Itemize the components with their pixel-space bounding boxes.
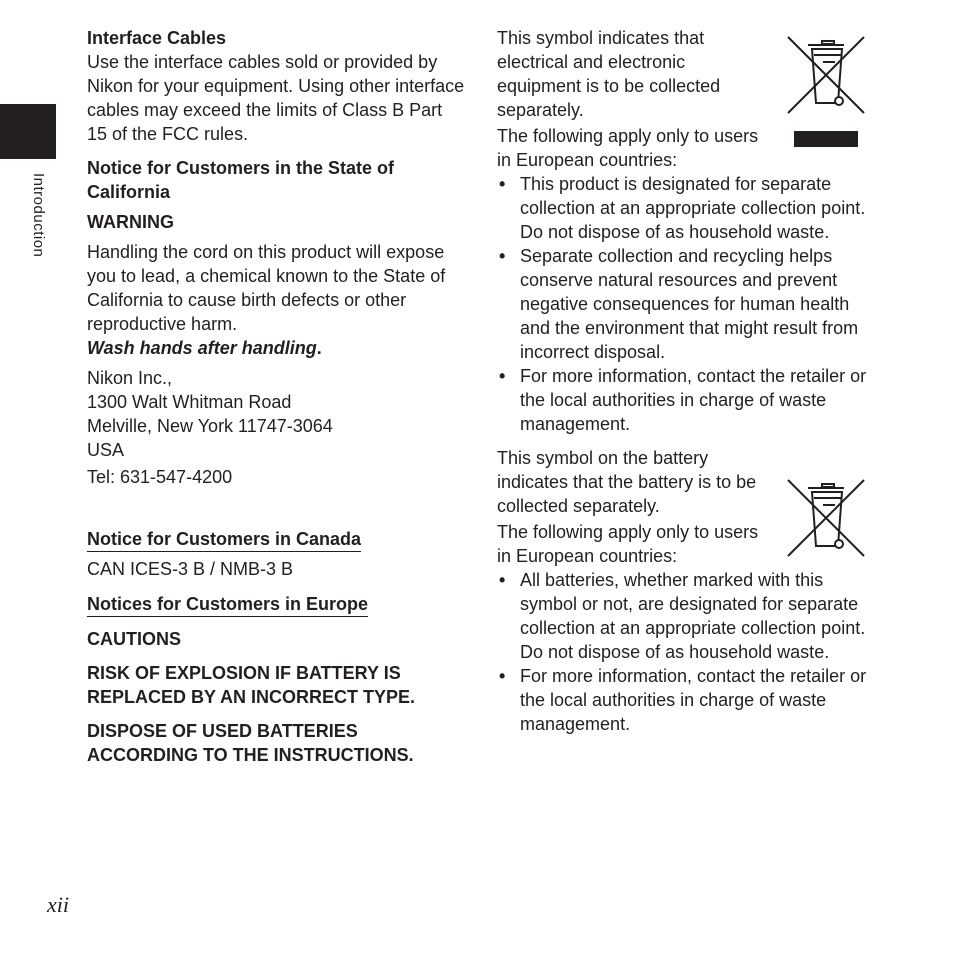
list-item: • For more information, contact the retailer or the local authorities in charge of waste management.: [497, 664, 872, 736]
risk-warning: RISK OF EXPLOSION IF BATTERY IS REPLACED BY AN INCORRECT TYPE.: [87, 663, 416, 707]
list-item: • Separate collection and recycling helps conserve natural resources and prevent negative consequences for human health and the environment that might result from incorrect disposal.: [497, 244, 872, 364]
battery-intro: This symbol on the battery indicates that the battery is to be collected separately.: [497, 448, 757, 516]
address-line: 1300 Walt Whitman Road: [87, 392, 292, 412]
interface-cables-heading: Interface Cables: [87, 28, 227, 48]
list-item: • For more information, contact the retailer or the local authorities in charge of waste management.: [497, 364, 872, 436]
california-heading: Notice for Customers in the State of California: [87, 158, 395, 202]
warning-label: WARNING: [87, 212, 174, 232]
wash-hands-period: .: [316, 338, 322, 358]
address-line: Nikon Inc.,: [87, 368, 173, 388]
battery-apply: The following apply only to users in European countries:: [497, 522, 759, 566]
weee-date-bar: [794, 131, 858, 147]
canada-heading: Notice for Customers in Canada: [87, 528, 361, 552]
list-item: • All batteries, whether marked with this symbol or not, are designated for separate collection at an appropriate collection point. Do not dispose of as household waste.: [497, 568, 872, 664]
left-column: [87, 26, 467, 767]
battery-bin-icon: [786, 478, 866, 558]
wash-hands-text: Wash hands after handling: [87, 338, 317, 358]
list-item: • This product is designated for separate collection at an appropriate collection point. Do not dispose of as household waste.: [497, 172, 872, 244]
address-line: USA: [87, 440, 125, 460]
warning-text: Handling the cord on this product will expose you to lead, a chemical known to the State of California to cause birth defects or other reproductive harm.: [87, 242, 446, 334]
interface-cables-text: Use the interface cables sold or provided by Nikon for your equipment. Using other interface cables may exceed the limits of Class B Part 15 of the FCC rules.: [87, 52, 465, 144]
cautions-label: CAUTIONS: [87, 629, 181, 649]
canada-text: CAN ICES-3 B / NMB-3 B: [87, 559, 294, 579]
wash-hands-line: [87, 336, 467, 360]
weee-apply: The following apply only to users in European countries:: [497, 126, 759, 170]
dispose-instruction: DISPOSE OF USED BATTERIES ACCORDING TO THE INSTRUCTIONS.: [87, 721, 414, 765]
address-block: [87, 366, 467, 462]
weee-list: [497, 172, 872, 436]
address-line: Melville, New York 11747-3064: [87, 416, 333, 436]
telephone: Tel: 631-547-4200: [87, 467, 233, 487]
battery-list: [497, 568, 872, 736]
page-number: xii: [47, 892, 69, 917]
crossed-out-wheelie-bin-icon: [786, 35, 866, 115]
europe-heading: Notices for Customers in Europe: [87, 593, 368, 617]
section-tab-marker: [0, 104, 56, 159]
weee-intro: This symbol indicates that electrical and electronic equipment is to be collected separately.: [497, 28, 721, 120]
section-label: Introduction: [30, 173, 47, 258]
